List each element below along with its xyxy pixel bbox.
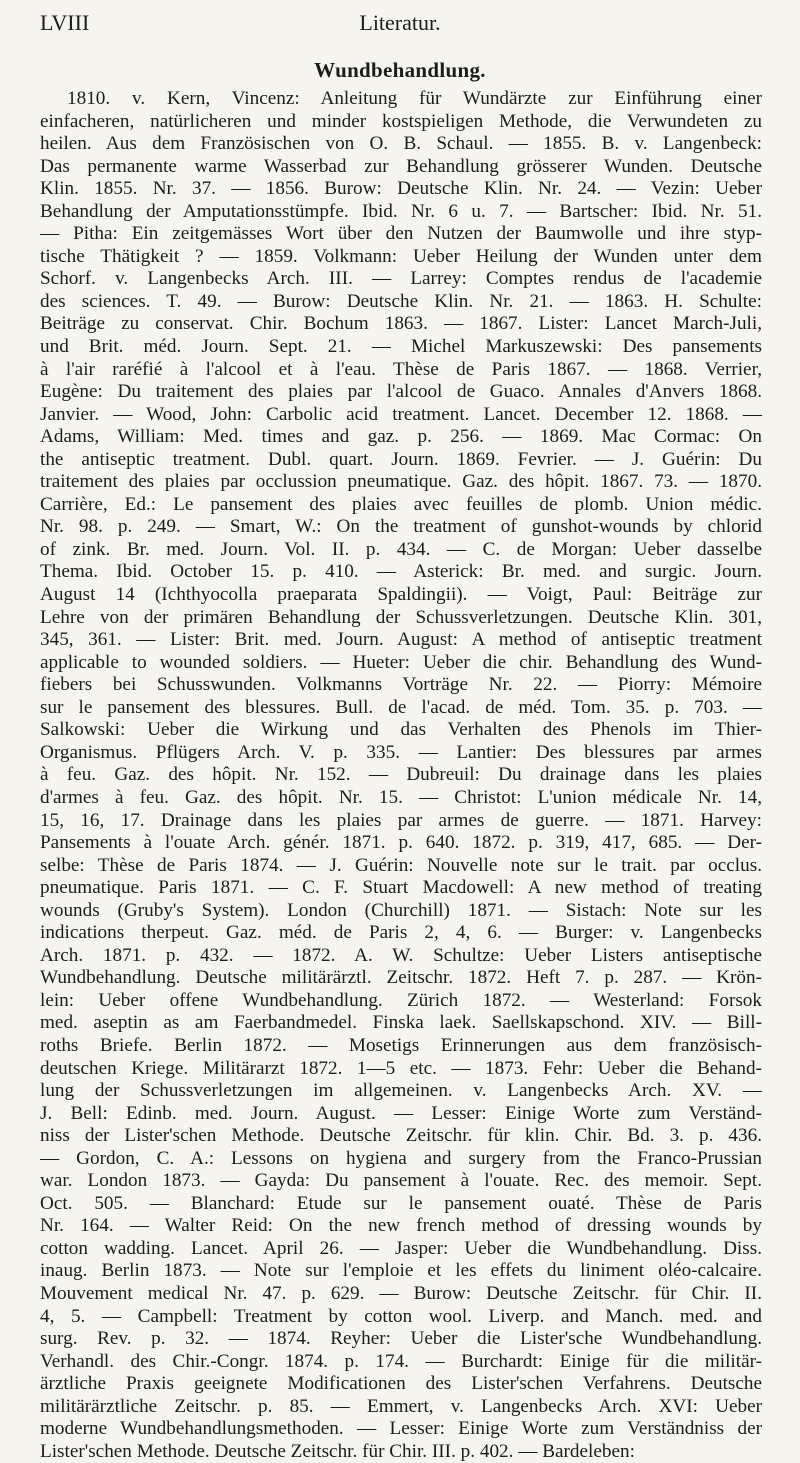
text-line: 15, 16, 17. Drainage dans les plaies par armes de guerre. — 1871. Harvey: [40, 809, 762, 831]
text-line: lein: Ueber offene Wundbehandlung. Zürich 1872. — Westerland: Forsok [40, 989, 762, 1011]
text-line: wounds (Gruby's System). London (Churchill) 1871. — Sistach: Note sur les [40, 899, 762, 921]
text-line: deutschen Kriege. Militärarzt 1872. 1—5 etc. — 1873. Fehr: Ueber die Behand- [40, 1057, 762, 1079]
text-line: Arch. 1871. p. 432. — 1872. A. W. Schultze: Ueber Listers antiseptische [40, 944, 762, 966]
text-line: Eugène: Du traitement des plaies par l'alcool de Guaco. Annales d'Anvers 1868. [40, 381, 762, 403]
text-line: surg. Rev. p. 32. — 1874. Reyher: Ueber die Lister'sche Wundbehandlung. [40, 1328, 762, 1350]
text-line: Klin. 1855. Nr. 37. — 1856. Burow: Deutsche Klin. Nr. 24. — Vezin: Ueber [40, 178, 762, 200]
page-number: LVIII [40, 10, 90, 35]
text-line: Mouvement medical Nr. 47. p. 629. — Burow: Deutsche Zeitschr. für Chir. II. [40, 1282, 762, 1304]
text-line: inaug. Berlin 1873. — Note sur l'emploie et les effets du liniment oléo-calcaire. [40, 1260, 762, 1282]
text-line: August 14 (Ichthyocolla praeparata Spaldingii). — Voigt, Paul: Beiträge zur [40, 584, 762, 606]
text-line: Salkowski: Ueber die Wirkung und das Verhalten des Phenols im Thier- [40, 719, 762, 741]
text-line: Adams, William: Med. times and gaz. p. 256. — 1869. Mac Cormac: On [40, 426, 762, 448]
text-line: heilen. Aus dem Französischen von O. B. Schaul. — 1855. B. v. Langenbeck: [40, 133, 762, 155]
text-line: Lehre von der primären Behandlung der Schussverletzungen. Deutsche Klin. 301, [40, 606, 762, 628]
text-line: einfacheren, natürlicheren und minder kostspieligen Methode, die Verwundeten zu [40, 110, 762, 132]
text-line: Thema. Ibid. October 15. p. 410. — Asterick: Br. med. and surgic. Journ. [40, 561, 762, 583]
text-line: Carrière, Ed.: Le pansement des plaies avec feuilles de plomb. Union médic. [40, 493, 762, 515]
bibliography-text [40, 88, 762, 1463]
text-line: niss der Lister'schen Methode. Deutsche Zeitschr. für klin. Chir. Bd. 3. p. 436. [40, 1125, 762, 1147]
text-line: Schorf. v. Langenbecks Arch. III. — Larrey: Comptes rendus de l'academie [40, 268, 762, 290]
text-line: Nr. 164. — Walter Reid: On the new french method of dressing wounds by [40, 1215, 762, 1237]
text-line: Oct. 505. — Blanchard: Etude sur le pansement ouaté. Thèse de Paris [40, 1192, 762, 1214]
text-line: Janvier. — Wood, John: Carbolic acid treatment. Lancet. December 12. 1868. — [40, 403, 762, 425]
text-line: cotton wadding. Lancet. April 26. — Jasper: Ueber die Wundbehandlung. Diss. [40, 1237, 762, 1259]
text-line: militärärztliche Zeitschr. p. 85. — Emmert, v. Langenbecks Arch. XVI: Ueber [40, 1395, 762, 1417]
text-line: d'armes à feu. Gaz. des hôpit. Nr. 15. — Christot: L'union médicale Nr. 14, [40, 786, 762, 808]
text-line: Wundbehandlung. Deutsche militärärztl. Zeitschr. 1872. Heft 7. p. 287. — Krön- [40, 967, 762, 989]
text-line: Organismus. Pflügers Arch. V. p. 335. — Lantier: Des blessures par armes [40, 741, 762, 763]
text-line: 1810. v. Kern, Vincenz: Anleitung für Wundärzte zur Einführung einer [67, 88, 762, 109]
text-line: Beiträge zu conservat. Chir. Bochum 1863. — 1867. Lister: Lancet March-Juli, [40, 313, 762, 335]
text-line: of zink. Br. med. Journ. Vol. II. p. 434. — C. de Morgan: Ueber dasselbe [40, 538, 762, 560]
text-line: selbe: Thèse de Paris 1874. — J. Guérin: Nouvelle note sur le trait. par occlus. [40, 854, 762, 876]
text-line: war. London 1873. — Gayda: Du pansement à l'ouate. Rec. des memoir. Sept. [40, 1170, 762, 1192]
text-line: Nr. 98. p. 249. — Smart, W.: On the treatment of gunshot-wounds by chlorid [40, 516, 762, 538]
text-line: ärztliche Praxis geeignete Modificationen des Lister'schen Verfahrens. Deutsche [40, 1373, 762, 1395]
text-line: sur le pansement des blessures. Bull. de l'acad. de méd. Tom. 35. p. 703. — [40, 696, 762, 718]
running-title: Literatur. [359, 10, 441, 35]
text-line: Verhandl. des Chir.-Congr. 1874. p. 174. — Burchardt: Einige für die militär- [40, 1350, 762, 1372]
text-line: tische Thätigkeit ? — 1859. Volkmann: Ueber Heilung der Wunden unter dem [40, 245, 762, 267]
text-line: J. Bell: Edinb. med. Journ. August. — Lesser: Einige Worte zum Verständ- [40, 1102, 762, 1124]
section-title: Wundbehandlung. [314, 58, 486, 82]
text-line: Das permanente warme Wasserbad zur Behandlung grösserer Wunden. Deutsche [40, 155, 762, 177]
text-line: roths Briefe. Berlin 1872. — Mosetigs Erinnerungen aus dem französisch- [40, 1034, 762, 1056]
text-line: pneumatique. Paris 1871. — C. F. Stuart Macdowell: A new method of treating [40, 877, 762, 899]
text-line: à l'air raréfié à l'alcool et à l'eau. Thèse de Paris 1867. — 1868. Verrier, [40, 358, 762, 380]
text-line: moderne Wundbehandlungsmethoden. — Lesser: Einige Worte zum Verständniss der [40, 1418, 762, 1440]
text-line: à feu. Gaz. des hôpit. Nr. 152. — Dubreuil: Du drainage dans les plaies [40, 764, 762, 786]
text-line: 345, 361. — Lister: Brit. med. Journ. August: A method of antiseptic treatment [40, 629, 762, 651]
page-header [40, 10, 760, 44]
text-line: the antiseptic treatment. Dubl. quart. Journ. 1869. Fevrier. — J. Guérin: Du [40, 448, 762, 470]
text-line: — Pitha: Ein zeitgemässes Wort über den Nutzen der Baumwolle und ihre styp- [40, 223, 762, 245]
text-line: fiebers bei Schusswunden. Volkmanns Vorträge Nr. 22. — Piorry: Mémoire [40, 674, 762, 696]
text-line: 4, 5. — Campbell: Treatment by cotton wool. Liverp. and Manch. med. and [40, 1305, 762, 1327]
text-line: indications therpeut. Gaz. méd. de Paris 2, 4, 6. — Burger: v. Langenbecks [40, 922, 762, 944]
text-line: und Brit. méd. Journ. Sept. 21. — Michel Markuszewski: Des pansements [40, 336, 762, 358]
text-line: Lister'schen Methode. Deutsche Zeitschr. für Chir. III. p. 402. — Bardeleben: [40, 1440, 635, 1462]
text-line: lung der Schussverletzungen im allgemeinen. v. Langenbecks Arch. XV. — [40, 1080, 762, 1102]
text-line: Pansements à l'ouate Arch. génér. 1871. p. 640. 1872. p. 319, 417, 685. — Der- [40, 832, 762, 854]
text-line: med. aseptin as am Faerbandmedel. Finska laek. Saellskapschond. XIV. — Bill- [40, 1012, 762, 1034]
text-line: traitement des plaies par occlussion pneumatique. Gaz. des hôpit. 1867. 73. — 1870. [40, 471, 762, 493]
text-line: Behandlung der Amputationsstümpfe. Ibid. Nr. 6 u. 7. — Bartscher: Ibid. Nr. 51. [40, 200, 762, 222]
text-line: applicable to wounded soldiers. — Hueter: Ueber die chir. Behandlung des Wund- [40, 651, 762, 673]
text-line: des sciences. T. 49. — Burow: Deutsche Klin. Nr. 21. — 1863. H. Schulte: [40, 290, 762, 312]
text-line: — Gordon, C. A.: Lessons on hygiena and surgery from the Franco-Prussian [40, 1147, 762, 1169]
